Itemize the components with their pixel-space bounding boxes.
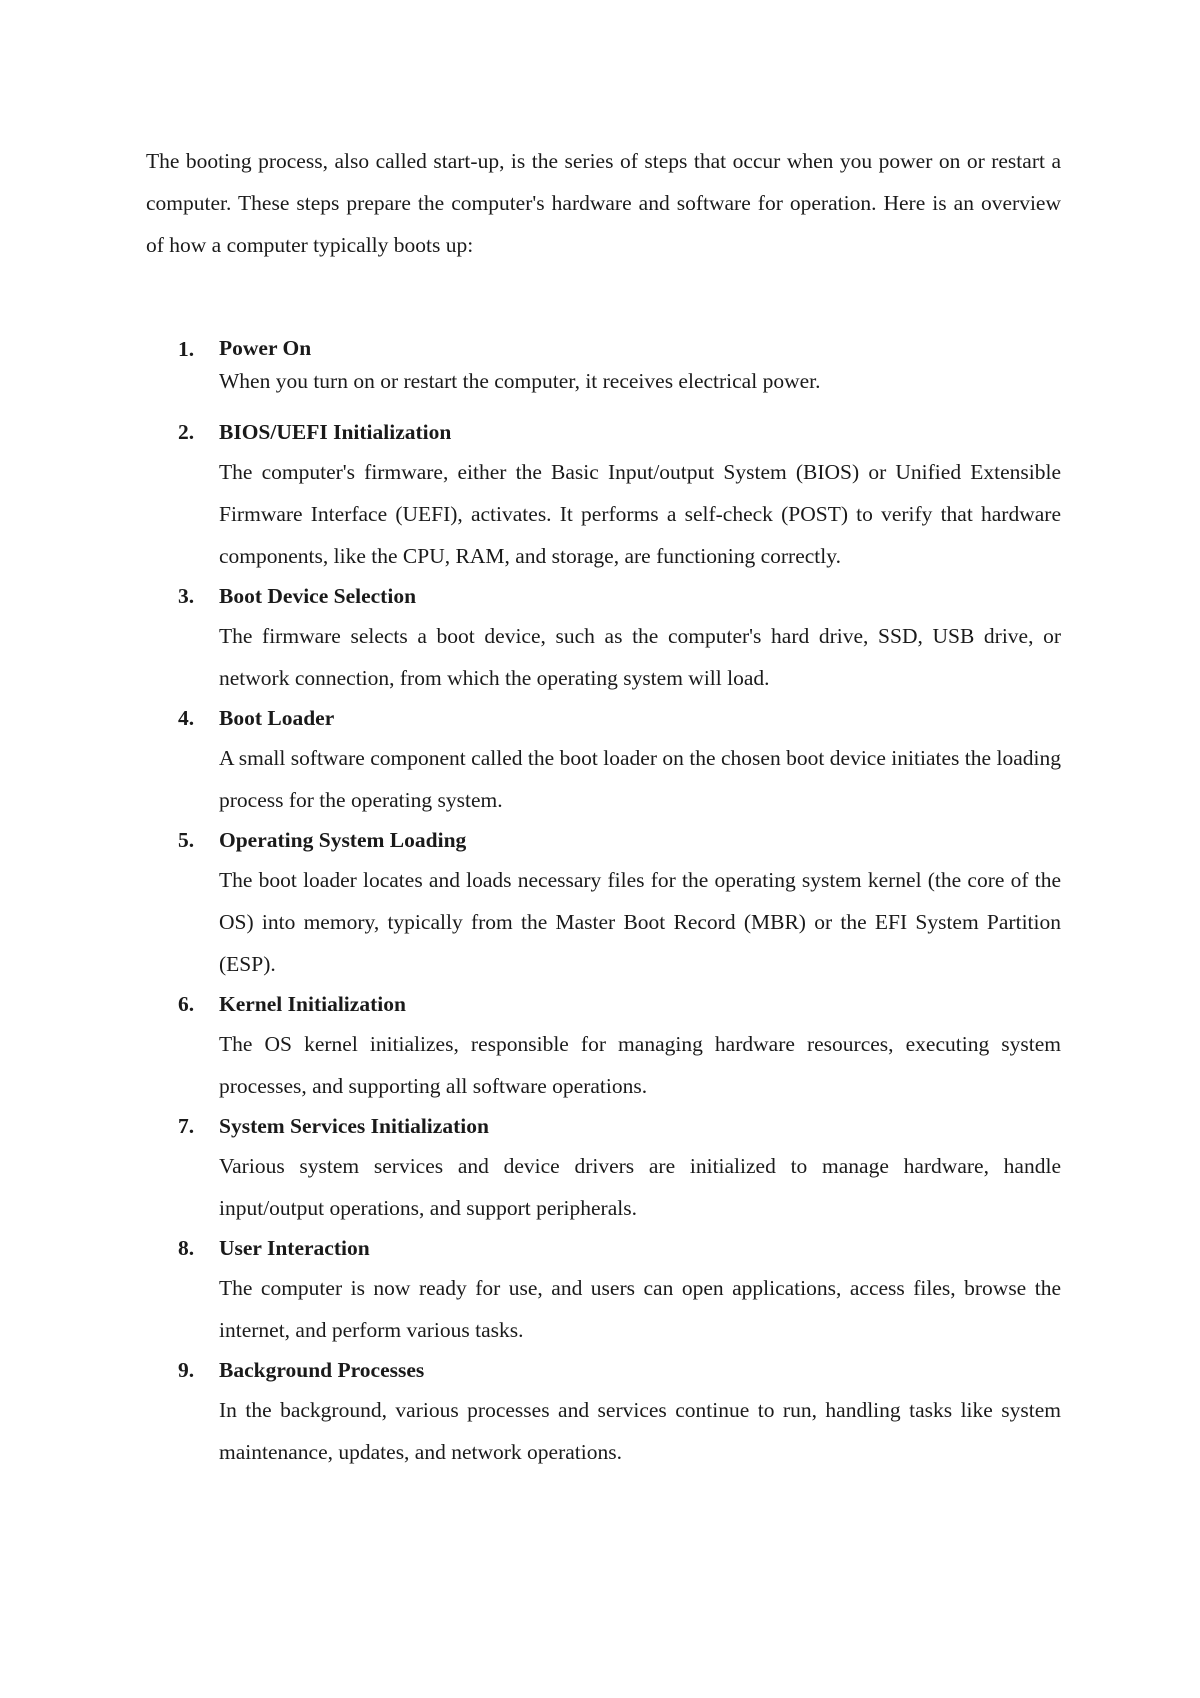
step-title: System Services Initialization (219, 1114, 489, 1138)
step-description: The OS kernel initializes, responsible for managing hardware resources, executing system processes, and supporting all software operations. (219, 1032, 1061, 1098)
list-item (146, 1229, 1061, 1351)
intro-paragraph: The booting process, also called start-up, is the series of steps that occur when you power on or restart a computer. These steps prepare the computer's hardware and software for operation. Here is an overview of how a computer typically boots up: (146, 149, 1061, 257)
list-item (146, 821, 1061, 985)
step-number: 9. (178, 1358, 195, 1382)
boot-steps-list (146, 330, 1061, 1473)
list-item (146, 577, 1061, 699)
step-title: Boot Device Selection (219, 584, 417, 608)
step-title: Operating System Loading (219, 828, 467, 852)
step-number: 4. (178, 706, 195, 730)
step-title: BIOS/UEFI Initialization (219, 420, 452, 444)
list-item (146, 985, 1061, 1107)
step-description: The computer's firmware, either the Basic Input/output System (BIOS) or Unified Extensible Firmware Interface (UEFI), activates. It performs a self-check (POST) to verify that hardware components, like the CPU, RAM, and storage, are functioning correctly. (219, 460, 1061, 568)
step-number: 8. (178, 1236, 195, 1260)
step-number: 7. (178, 1114, 195, 1138)
list-item (146, 1107, 1061, 1229)
step-number: 2. (178, 420, 195, 444)
step-description: The firmware selects a boot device, such as the computer's hard drive, SSD, USB drive, or network connection, from which the operating system will load. (219, 624, 1061, 690)
step-number: 3. (178, 584, 195, 608)
step-description: When you turn on or restart the computer, it receives electrical power. (219, 369, 821, 393)
list-item (146, 330, 1061, 396)
step-description: The boot loader locates and loads necessary files for the operating system kernel (the core of the OS) into memory, typically from the Master Boot Record (MBR) or the EFI System Partition (ESP). (219, 868, 1061, 976)
list-item (146, 413, 1061, 577)
step-number: 5. (178, 828, 195, 852)
step-title: Background Processes (219, 1358, 425, 1382)
step-number: 6. (178, 992, 195, 1016)
step-title: Power On (219, 336, 312, 360)
step-title: User Interaction (219, 1236, 370, 1260)
step-description: In the background, various processes and services continue to run, handling tasks like system maintenance, updates, and network operations. (219, 1398, 1061, 1464)
step-number: 1. (178, 337, 195, 361)
step-title: Boot Loader (219, 706, 335, 730)
step-description: A small software component called the boot loader on the chosen boot device initiates the loading process for the operating system. (219, 746, 1061, 812)
step-title: Kernel Initialization (219, 992, 406, 1016)
list-item (146, 699, 1061, 821)
step-description: The computer is now ready for use, and users can open applications, access files, browse the internet, and perform various tasks. (219, 1276, 1061, 1342)
list-item (146, 1351, 1061, 1473)
step-description: Various system services and device drivers are initialized to manage hardware, handle input/output operations, and support peripherals. (219, 1154, 1061, 1220)
